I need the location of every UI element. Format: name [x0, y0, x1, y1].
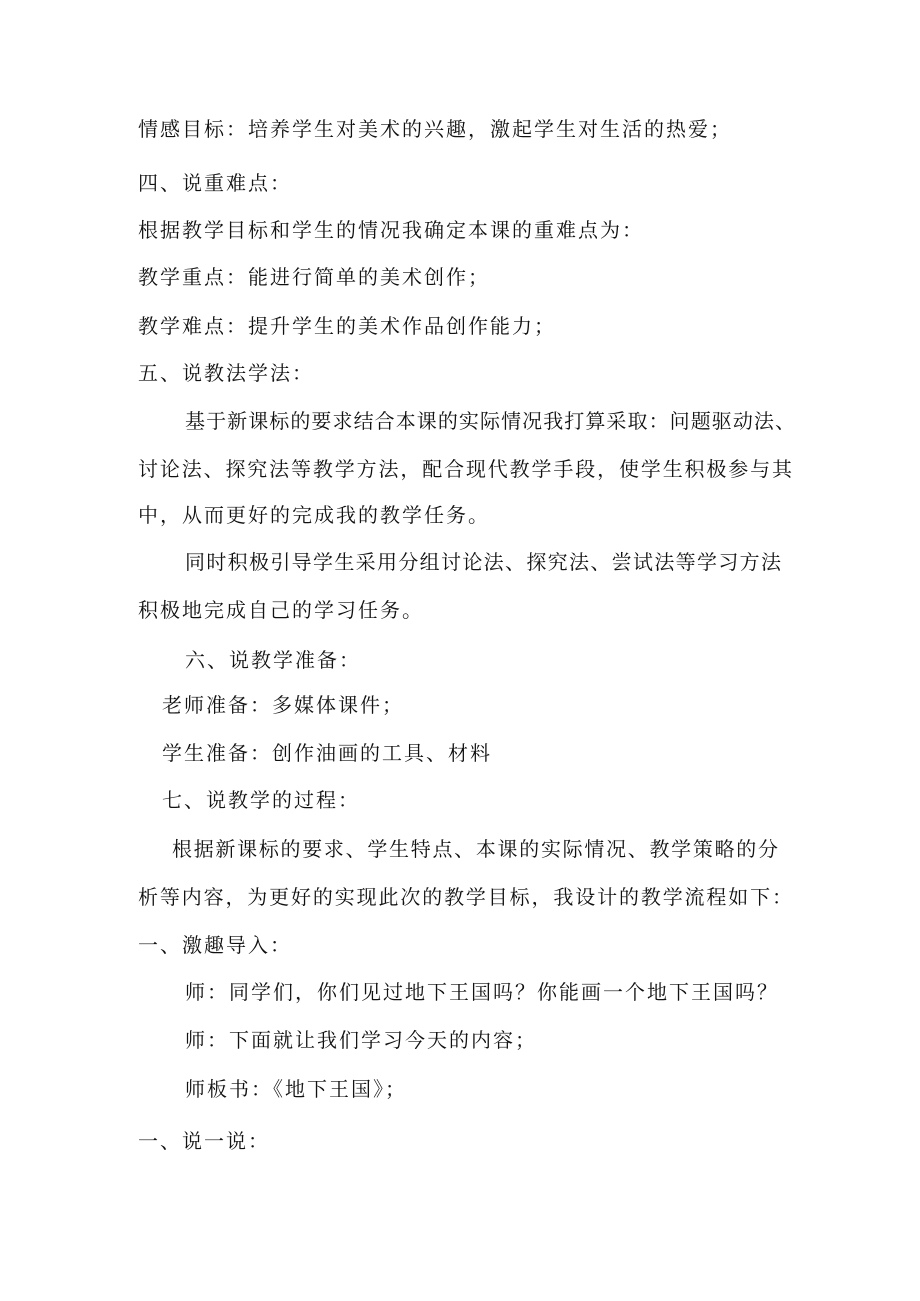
text-line-teacher-lesson: 师：下面就让我们学习今天的内容； — [185, 1028, 537, 1052]
text-line-teacher-preparation: 老师准备：多媒体课件； — [162, 693, 404, 717]
text-line-key-points-intro: 根据教学目标和学生的情况我确定本课的重难点为： — [138, 218, 644, 242]
text-line-process-1: 根据新课标的要求、学生特点、本课的实际情况、教学策略的分 — [172, 837, 778, 861]
heading-key-difficult-points: 四、说重难点： — [138, 171, 292, 195]
text-line-process-2: 析等内容，为更好的实现此次的教学目标，我设计的教学流程如下： — [138, 885, 792, 909]
text-line-methods-3: 中，从而更好的完成我的教学任务。 — [138, 503, 490, 527]
text-line-teaching-key-point: 教学重点：能进行简单的美术创作； — [138, 265, 490, 289]
text-line-teacher-board-writing: 师板书：《地下王国》； — [185, 1077, 407, 1101]
text-line-learning-methods-2: 积极地完成自己的学习任务。 — [138, 598, 424, 622]
text-line-affective-goal: 情感目标：培养学生对美术的兴趣，激起学生对生活的热爱； — [138, 117, 732, 141]
heading-say-one-say: 一、说一说： — [138, 1129, 270, 1153]
text-line-learning-methods-1: 同时积极引导学生采用分组讨论法、探究法、尝试法等学习方法 — [185, 550, 781, 574]
text-line-methods-1: 基于新课标的要求结合本课的实际情况我打算采取：问题驱动法、 — [185, 409, 795, 433]
heading-teaching-process: 七、说教学的过程： — [162, 788, 360, 812]
text-line-teaching-difficult-point: 教学难点：提升学生的美术作品创作能力； — [138, 314, 556, 338]
text-line-student-preparation: 学生准备：创作油画的工具、材料 — [162, 741, 492, 765]
heading-teaching-methods: 五、说教法学法： — [138, 361, 314, 385]
text-line-methods-2: 讨论法、探究法等教学方法，配合现代教学手段，使学生积极参与其 — [138, 457, 792, 481]
heading-introduction: 一、激趣导入： — [138, 933, 292, 957]
text-line-teacher-question: 师：同学们，你们见过地下王国吗？你能画一个地下王国吗？ — [185, 980, 779, 1004]
heading-teaching-preparation: 六、说教学准备： — [185, 648, 361, 672]
